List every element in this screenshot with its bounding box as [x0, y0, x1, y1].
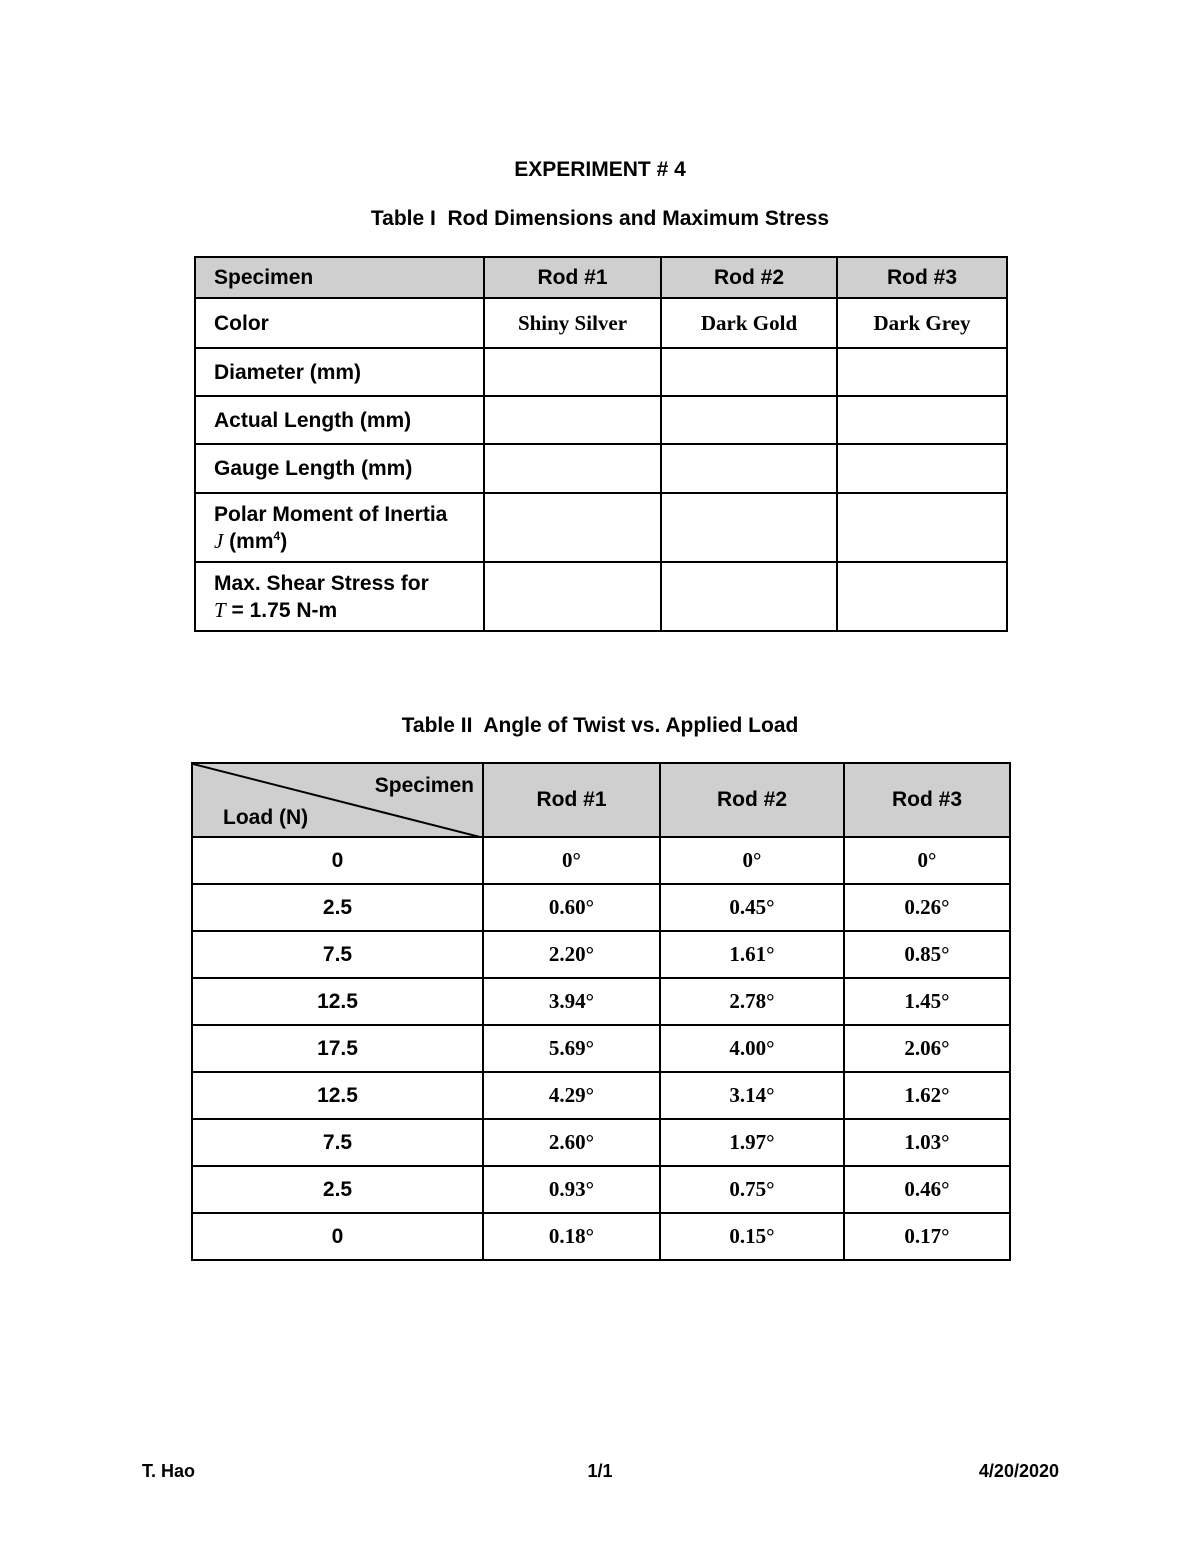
- twist-angle-rod-3: 0.17°: [844, 1213, 1010, 1260]
- row-label-actual-length: Actual Length (mm): [195, 396, 484, 444]
- twist-angle-rod-2: 1.97°: [660, 1119, 844, 1166]
- diameter-rod-1[interactable]: [484, 348, 661, 396]
- twist-angle-rod-2: 0.45°: [660, 884, 844, 931]
- table-row: [192, 1166, 1010, 1213]
- diameter-rod-3[interactable]: [837, 348, 1007, 396]
- load-cell: 7.5: [192, 931, 483, 978]
- twist-angle-rod-3: 1.62°: [844, 1072, 1010, 1119]
- table-row: [192, 931, 1010, 978]
- twist-angle-rod-2: 0.15°: [660, 1213, 844, 1260]
- gauge-length-rod-2[interactable]: [661, 444, 837, 493]
- load-cell: 0: [192, 1213, 483, 1260]
- row-label-gauge-length: Gauge Length (mm): [195, 444, 484, 493]
- header-corner-cell: [192, 763, 483, 837]
- angle-of-twist-table: [191, 762, 1011, 1261]
- gauge-length-rod-3[interactable]: [837, 444, 1007, 493]
- twist-angle-rod-1: 4.29°: [483, 1072, 660, 1119]
- color-rod-2: Dark Gold: [661, 298, 837, 348]
- twist-angle-rod-2: 0.75°: [660, 1166, 844, 1213]
- twist-angle-rod-1: 2.60°: [483, 1119, 660, 1166]
- twist-angle-rod-1: 2.20°: [483, 931, 660, 978]
- footer-author: T. Hao: [142, 1461, 196, 1481]
- shear-stress-symbol: T: [214, 597, 226, 622]
- load-cell: 0: [192, 837, 483, 884]
- twist-angle-rod-1: 3.94°: [483, 978, 660, 1025]
- shear-stress-rod-2[interactable]: [661, 562, 837, 631]
- table-row-actual-length: [195, 396, 1007, 444]
- header-specimen: Specimen: [195, 257, 484, 298]
- twist-angle-rod-3: 1.03°: [844, 1119, 1010, 1166]
- twist-angle-rod-3: 2.06°: [844, 1025, 1010, 1072]
- polar-moment-unit-open: (mm: [223, 529, 274, 553]
- table-row: [192, 1213, 1010, 1260]
- color-rod-3: Dark Grey: [837, 298, 1007, 348]
- table-row-shear-stress: [195, 562, 1007, 631]
- polar-moment-rod-3[interactable]: [837, 493, 1007, 562]
- table-header-row: [192, 763, 1010, 837]
- shear-stress-rod-1[interactable]: [484, 562, 661, 631]
- header-rod-1: Rod #1: [484, 257, 661, 298]
- row-label-diameter: Diameter (mm): [195, 348, 484, 396]
- table-row-gauge-length: [195, 444, 1007, 493]
- table-row: [192, 978, 1010, 1025]
- row-label-polar-moment: [195, 493, 484, 562]
- footer-page-number: 1/1: [587, 1461, 613, 1481]
- table-row-diameter: [195, 348, 1007, 396]
- twist-angle-rod-3: 0.85°: [844, 931, 1010, 978]
- header-rod-3: Rod #3: [844, 763, 1010, 837]
- polar-moment-label: Polar Moment of Inertia: [214, 502, 448, 526]
- polar-moment-exponent: 4: [273, 528, 281, 543]
- shear-stress-rod-3[interactable]: [837, 562, 1007, 631]
- table-row: [192, 837, 1010, 884]
- actual-length-rod-1[interactable]: [484, 396, 661, 444]
- load-cell: 2.5: [192, 884, 483, 931]
- table-row-polar-moment: [195, 493, 1007, 562]
- twist-angle-rod-2: 3.14°: [660, 1072, 844, 1119]
- header-rod-1: Rod #1: [483, 763, 660, 837]
- diameter-rod-2[interactable]: [661, 348, 837, 396]
- twist-angle-rod-1: 5.69°: [483, 1025, 660, 1072]
- twist-angle-rod-2: 1.61°: [660, 931, 844, 978]
- load-cell: 12.5: [192, 978, 483, 1025]
- twist-angle-rod-2: 2.78°: [660, 978, 844, 1025]
- twist-angle-rod-2: 4.00°: [660, 1025, 844, 1072]
- table-row: [192, 884, 1010, 931]
- row-label-color: Color: [195, 298, 484, 348]
- color-rod-1: Shiny Silver: [484, 298, 661, 348]
- row-label-shear-stress: [195, 562, 484, 631]
- twist-angle-rod-3: 1.45°: [844, 978, 1010, 1025]
- load-cell: 7.5: [192, 1119, 483, 1166]
- polar-moment-rod-2[interactable]: [661, 493, 837, 562]
- polar-moment-symbol: J: [214, 528, 224, 553]
- table-row: [192, 1119, 1010, 1166]
- shear-stress-label: Max. Shear Stress for: [214, 571, 429, 595]
- polar-moment-unit-close: ): [280, 529, 288, 553]
- header-rod-2: Rod #2: [660, 763, 844, 837]
- actual-length-rod-2[interactable]: [661, 396, 837, 444]
- load-cell: 2.5: [192, 1166, 483, 1213]
- twist-angle-rod-3: 0.26°: [844, 884, 1010, 931]
- gauge-length-rod-1[interactable]: [484, 444, 661, 493]
- twist-angle-rod-2: 0°: [660, 837, 844, 884]
- twist-angle-rod-3: 0.46°: [844, 1166, 1010, 1213]
- twist-angle-rod-3: 0°: [844, 837, 1010, 884]
- actual-length-rod-3[interactable]: [837, 396, 1007, 444]
- page-title: EXPERIMENT # 4: [514, 158, 686, 181]
- table-row: [192, 1072, 1010, 1119]
- footer-date: 4/20/2020: [978, 1461, 1059, 1481]
- twist-angle-rod-1: 0.93°: [483, 1166, 660, 1213]
- polar-moment-rod-1[interactable]: [484, 493, 661, 562]
- header-load: Load (N): [223, 806, 309, 829]
- shear-stress-value: = 1.75 N-m: [225, 598, 338, 622]
- table-row-color: [195, 298, 1007, 348]
- twist-angle-rod-1: 0°: [483, 837, 660, 884]
- table-1-caption: Table I Rod Dimensions and Maximum Stress: [370, 207, 830, 230]
- twist-angle-rod-1: 0.60°: [483, 884, 660, 931]
- header-rod-2: Rod #2: [661, 257, 837, 298]
- table-row: [192, 1025, 1010, 1072]
- header-specimen: Specimen: [374, 774, 474, 797]
- twist-angle-rod-1: 0.18°: [483, 1213, 660, 1260]
- table-header-row: [195, 257, 1007, 298]
- load-cell: 17.5: [192, 1025, 483, 1072]
- load-cell: 12.5: [192, 1072, 483, 1119]
- rod-dimensions-table: [194, 256, 1008, 632]
- table-2-caption: Table II Angle of Twist vs. Applied Load: [401, 714, 799, 737]
- header-rod-3: Rod #3: [837, 257, 1007, 298]
